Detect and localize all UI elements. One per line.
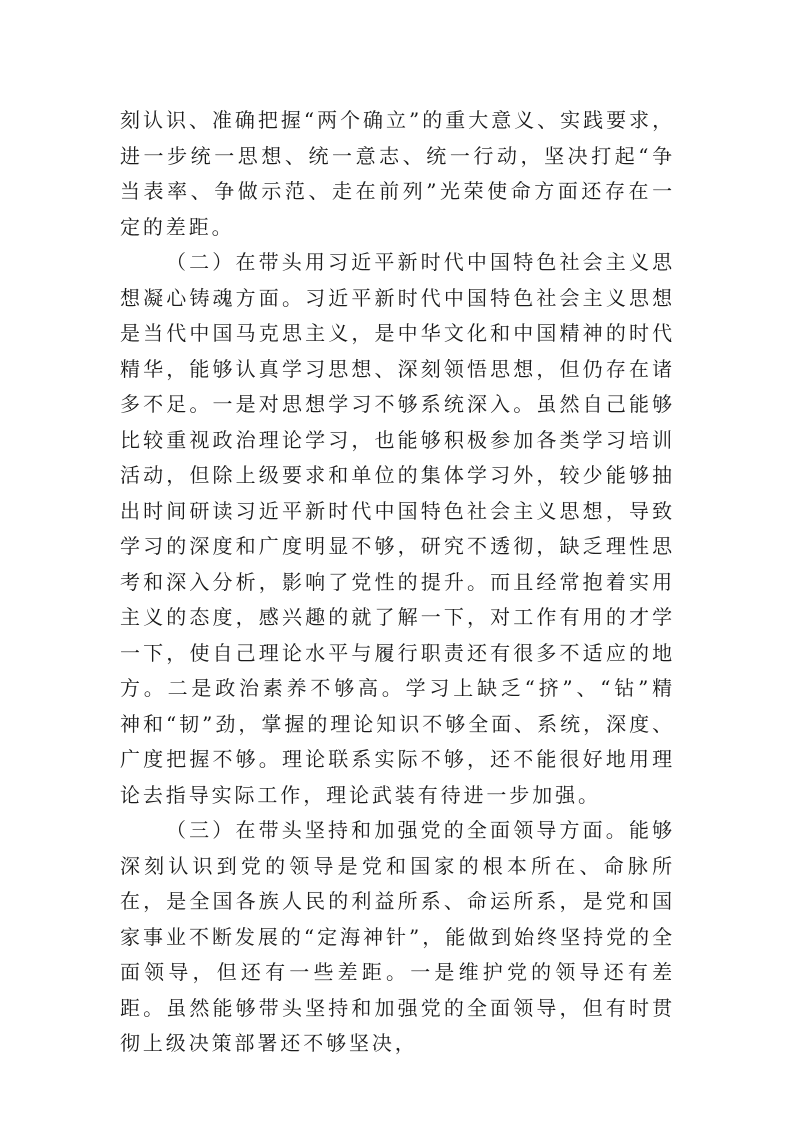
paragraph-continuation: 刻认识、准确把握“两个确立”的重大意义、实践要求，进一步统一思想、统一意志、统一行动，坚决打起“争当表率、争做示范、走在前列”光荣使命方面还存在一定的差距。 <box>120 108 675 239</box>
paragraph-section-3: （三）在带头坚持和加强党的全面领导方面。能够深刻认识到党的领导是党和国家的根本所在、命脉所在，是全国各族人民的利益所系、命运所系，是党和国家事业不断发展的“定海神针”，能做到始终坚持党的全面领导，但还有一些差距。一是维护党的领导还有差距。虽然能够带头坚持和加强党的全面领导，但有时贯彻上级决策部署还不够坚决， <box>120 818 675 1055</box>
document-body <box>120 103 675 1062</box>
paragraph-section-2: （二）在带头用习近平新时代中国特色社会主义思想凝心铸魂方面。习近平新时代中国特色社会主义思想是当代中国马克思主义，是中华文化和中国精神的时代精华，能够认真学习思想、深刻领悟思想，但仍存在诸多不足。一是对思想学习不够系统深入。虽然自己能够比较重视政治理论学习，也能够积极参加各类学习培训活动，但除上级要求和单位的集体学习外，较少能够抽出时间研读习近平新时代中国特色社会主义思想，导致学习的深度和广度明显不够，研究不透彻，缺乏理性思考和深入分析，影响了党性的提升。而且经常抱着实用主义的态度，感兴趣的就了解一下，对工作有用的才学一下，使自己理论水平与履行职责还有很多不适应的地方。二是政治素养不够高。学习上缺乏“挤”、“钻”精神和“韧”劲，掌握的理论知识不够全面、系统，深度、广度把握不够。理论联系实际不够，还不能很好地用理论去指导实际工作，理论武装有待进一步加强。 <box>120 250 675 807</box>
